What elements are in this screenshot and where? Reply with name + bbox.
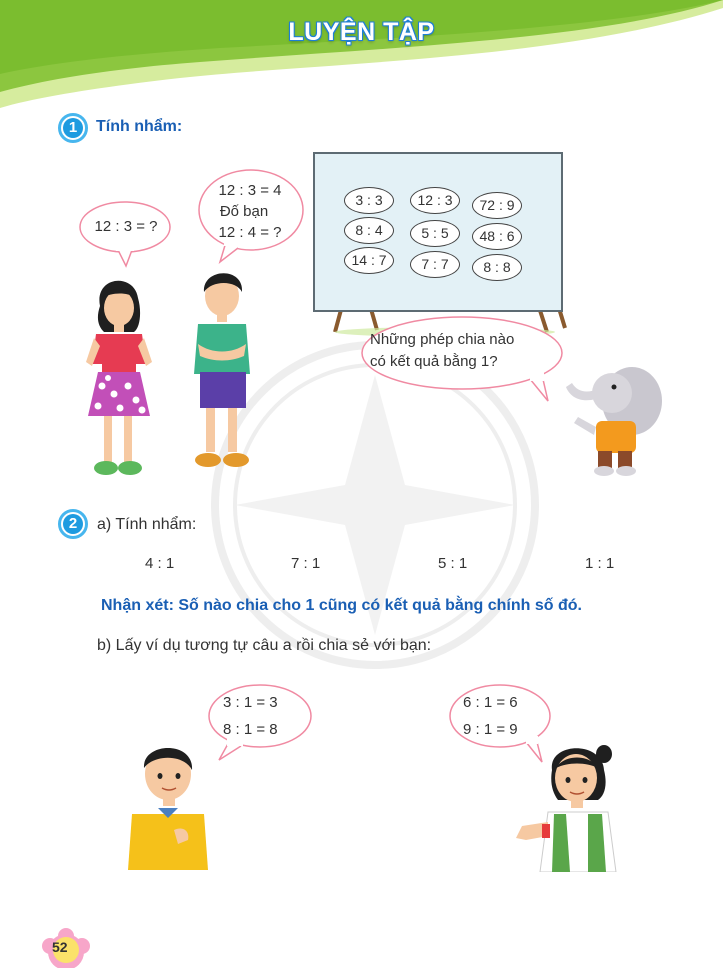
- boy2-bubble-line-1: 3 : 1 = 3: [223, 694, 278, 711]
- elephant-bubble-line-2: có kết quả bằng 1?: [370, 353, 498, 370]
- exercise-2-part-a: a) Tính nhẩm:: [97, 516, 197, 533]
- elephant-character-illustration: [560, 363, 670, 478]
- board-expression: 8 : 8: [472, 254, 522, 281]
- math-board: [313, 152, 563, 312]
- board-expression: 8 : 4: [344, 217, 394, 244]
- boy-bubble-line-2: Đố bạn: [219, 203, 269, 220]
- elephant-bubble-line-1: Những phép chia nào: [370, 331, 515, 348]
- header-banner: [0, 0, 723, 110]
- calculation-item: 4 : 1: [145, 555, 175, 572]
- exercise-1-badge: 1: [58, 113, 88, 143]
- board-expression: 72 : 9: [472, 192, 522, 219]
- board-expression: 12 : 3: [410, 187, 460, 214]
- page-title: LUYỆN TẬP: [288, 18, 435, 46]
- calculation-item: 5 : 1: [438, 555, 468, 572]
- girl-bubble-text: 12 : 3 = ?: [94, 218, 158, 235]
- exercise-2-part-b: b) Lấy ví dụ tương tự câu a rồi chia sẻ với bạn:: [97, 637, 432, 654]
- girl2-bubble-line-2: 9 : 1 = 9: [463, 721, 518, 738]
- calculation-item: 1 : 1: [585, 555, 615, 572]
- calculation-item: 7 : 1: [291, 555, 321, 572]
- boy-bubble-line-3: 12 : 4 = ?: [218, 224, 282, 241]
- girl2-bubble-line-1: 6 : 1 = 6: [463, 694, 518, 711]
- exercise-2-badge: 2: [58, 509, 88, 539]
- boy-bubble-line-1: 12 : 3 = 4: [218, 182, 282, 199]
- board-expression: 7 : 7: [410, 251, 460, 278]
- boy2-bubble-line-2: 8 : 1 = 8: [223, 721, 278, 738]
- boy-character-illustration: [188, 262, 258, 477]
- board-expression: 48 : 6: [472, 223, 522, 250]
- board-expression: 3 : 3: [344, 187, 394, 214]
- board-expression: 14 : 7: [344, 247, 394, 274]
- remark-text: Nhận xét: Số nào chia cho 1 cũng có kết quả bằng chính số đó.: [101, 597, 582, 614]
- exercise-1-title: Tính nhẩm:: [96, 118, 183, 135]
- page-number: 52: [52, 939, 68, 955]
- girl2-character-illustration: [508, 740, 626, 872]
- boy2-character-illustration: [122, 738, 214, 870]
- board-expression: 5 : 5: [410, 220, 460, 247]
- girl-character-illustration: [82, 268, 157, 483]
